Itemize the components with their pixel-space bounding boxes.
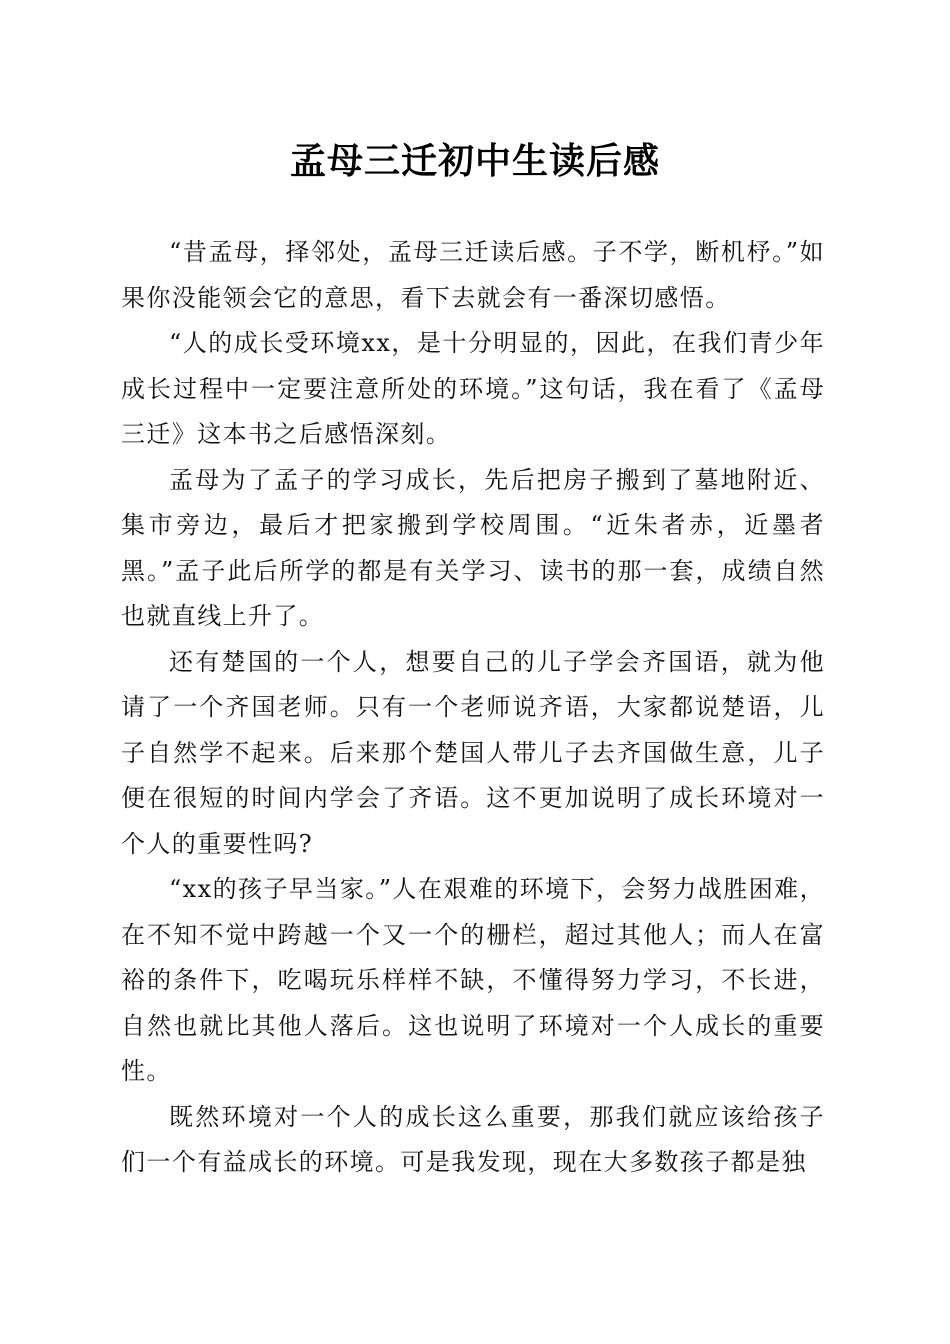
document-body bbox=[121, 230, 825, 1186]
document-title: 孟母三迁初中生读后感 bbox=[289, 140, 660, 182]
paragraph: 既然环境对一个人的成长这么重要，那我们就应该给孩子们一个有益成长的环境。可是我发现，现在大多数孩子都是独 bbox=[121, 1102, 825, 1176]
paragraph: 孟母为了孟子的学习成长，先后把房子搬到了墓地附近、集市旁边，最后才把家搬到学校周围。“近朱者赤，近墨者黑。”孟子此后所学的都是有关学习、读书的那一套，成绩自然也就直线上升了。 bbox=[121, 465, 825, 630]
paragraph: “xx的孩子早当家。”人在艰难的环境下，会努力战胜困难，在不知不觉中跨越一个又一个的栅栏，超过其他人；而人在富裕的条件下，吃喝玩乐样样不缺，不懂得努力学习，不长进，自然也就比其他人落后。这也说明了环境对一个人成长的重要性。 bbox=[121, 875, 825, 1085]
paragraph: “昔孟母，择邻处，孟母三迁读后感。子不学，断机杼。”如果你没能领会它的意思，看下去就会有一番深切感悟。 bbox=[121, 238, 825, 312]
paragraph: “人的成长受环境xx，是十分明显的，因此，在我们青少年成长过程中一定要注意所处的环境。”这句话，我在看了《孟母三迁》这本书之后感悟深刻。 bbox=[121, 329, 825, 448]
paragraph: 还有楚国的一个人，想要自己的儿子学会齐国语，就为他请了一个齐国老师。只有一个老师说齐语，大家都说楚语，儿子自然学不起来。后来那个楚国人带儿子去齐国做生意，儿子便在很短的时间内学会了齐语。这不更加说明了成长环境对一个人的重要性吗? bbox=[121, 647, 825, 858]
